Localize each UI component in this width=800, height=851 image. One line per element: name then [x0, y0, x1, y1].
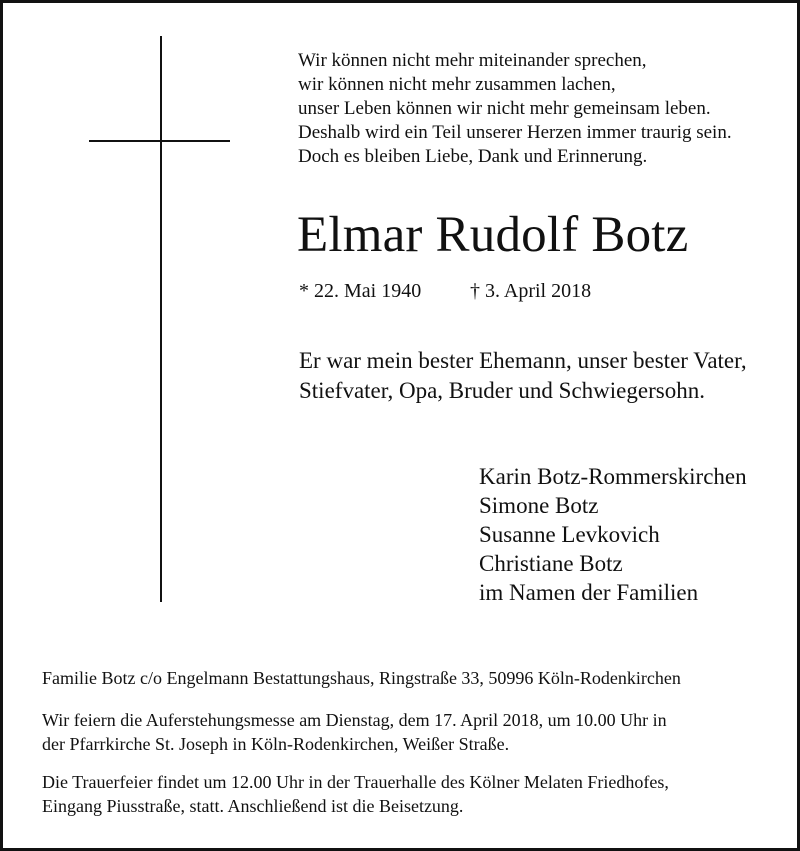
funeral-line: Die Trauerfeier findet um 12.00 Uhr in der Trauerhalle des Kölner Melaten Friedhofes,: [42, 772, 669, 792]
mass-line: Wir feiern die Auferstehungsmesse am Dienstag, dem 17. April 2018, um 10.00 Uhr in: [42, 710, 667, 730]
cross-vertical-bar: [160, 36, 162, 602]
mass-line: der Pfarrkirche St. Joseph in Köln-Rodenkirchen, Weißer Straße.: [42, 734, 510, 754]
death-date: † 3. April 2018: [470, 280, 592, 302]
poem-line: unser Leben können wir nicht mehr gemeinsam leben.: [298, 98, 711, 119]
mourner-name: im Namen der Familien: [479, 580, 699, 605]
poem: [298, 49, 778, 169]
poem-line: Doch es bleiben Liebe, Dank und Erinnerung.: [298, 146, 648, 167]
funeral-announcement: [42, 770, 782, 818]
mass-announcement: [42, 708, 782, 756]
mourner-name: Susanne Levkovich: [479, 522, 660, 547]
mourner-name: Christiane Botz: [479, 551, 623, 576]
tribute-line: Stiefvater, Opa, Bruder und Schwiegersohn.: [299, 378, 705, 403]
birth-date: * 22. Mai 1940: [299, 280, 422, 302]
address-line: Familie Botz c/o Engelmann Bestattungshaus, Ringstraße 33, 50996 Köln-Rodenkirchen: [42, 668, 681, 688]
tribute-text: [299, 346, 747, 406]
deceased-name: Elmar Rudolf Botz: [297, 207, 689, 263]
poem-line: wir können nicht mehr zusammen lachen,: [298, 74, 616, 95]
poem-line: Deshalb wird ein Teil unserer Herzen immer traurig sein.: [298, 122, 732, 143]
life-dates: [299, 278, 592, 304]
mourner-name: Karin Botz-Rommerskirchen: [479, 464, 747, 489]
cross-horizontal-bar: [89, 140, 230, 142]
poem-line: Wir können nicht mehr miteinander sprechen,: [298, 50, 647, 71]
contact-address: [42, 666, 782, 690]
tribute-line: Er war mein bester Ehemann, unser bester Vater,: [299, 348, 747, 373]
funeral-line: Eingang Piusstraße, statt. Anschließend ist die Beisetzung.: [42, 796, 464, 816]
mourners-list: [479, 462, 747, 607]
mourner-name: Simone Botz: [479, 493, 599, 518]
